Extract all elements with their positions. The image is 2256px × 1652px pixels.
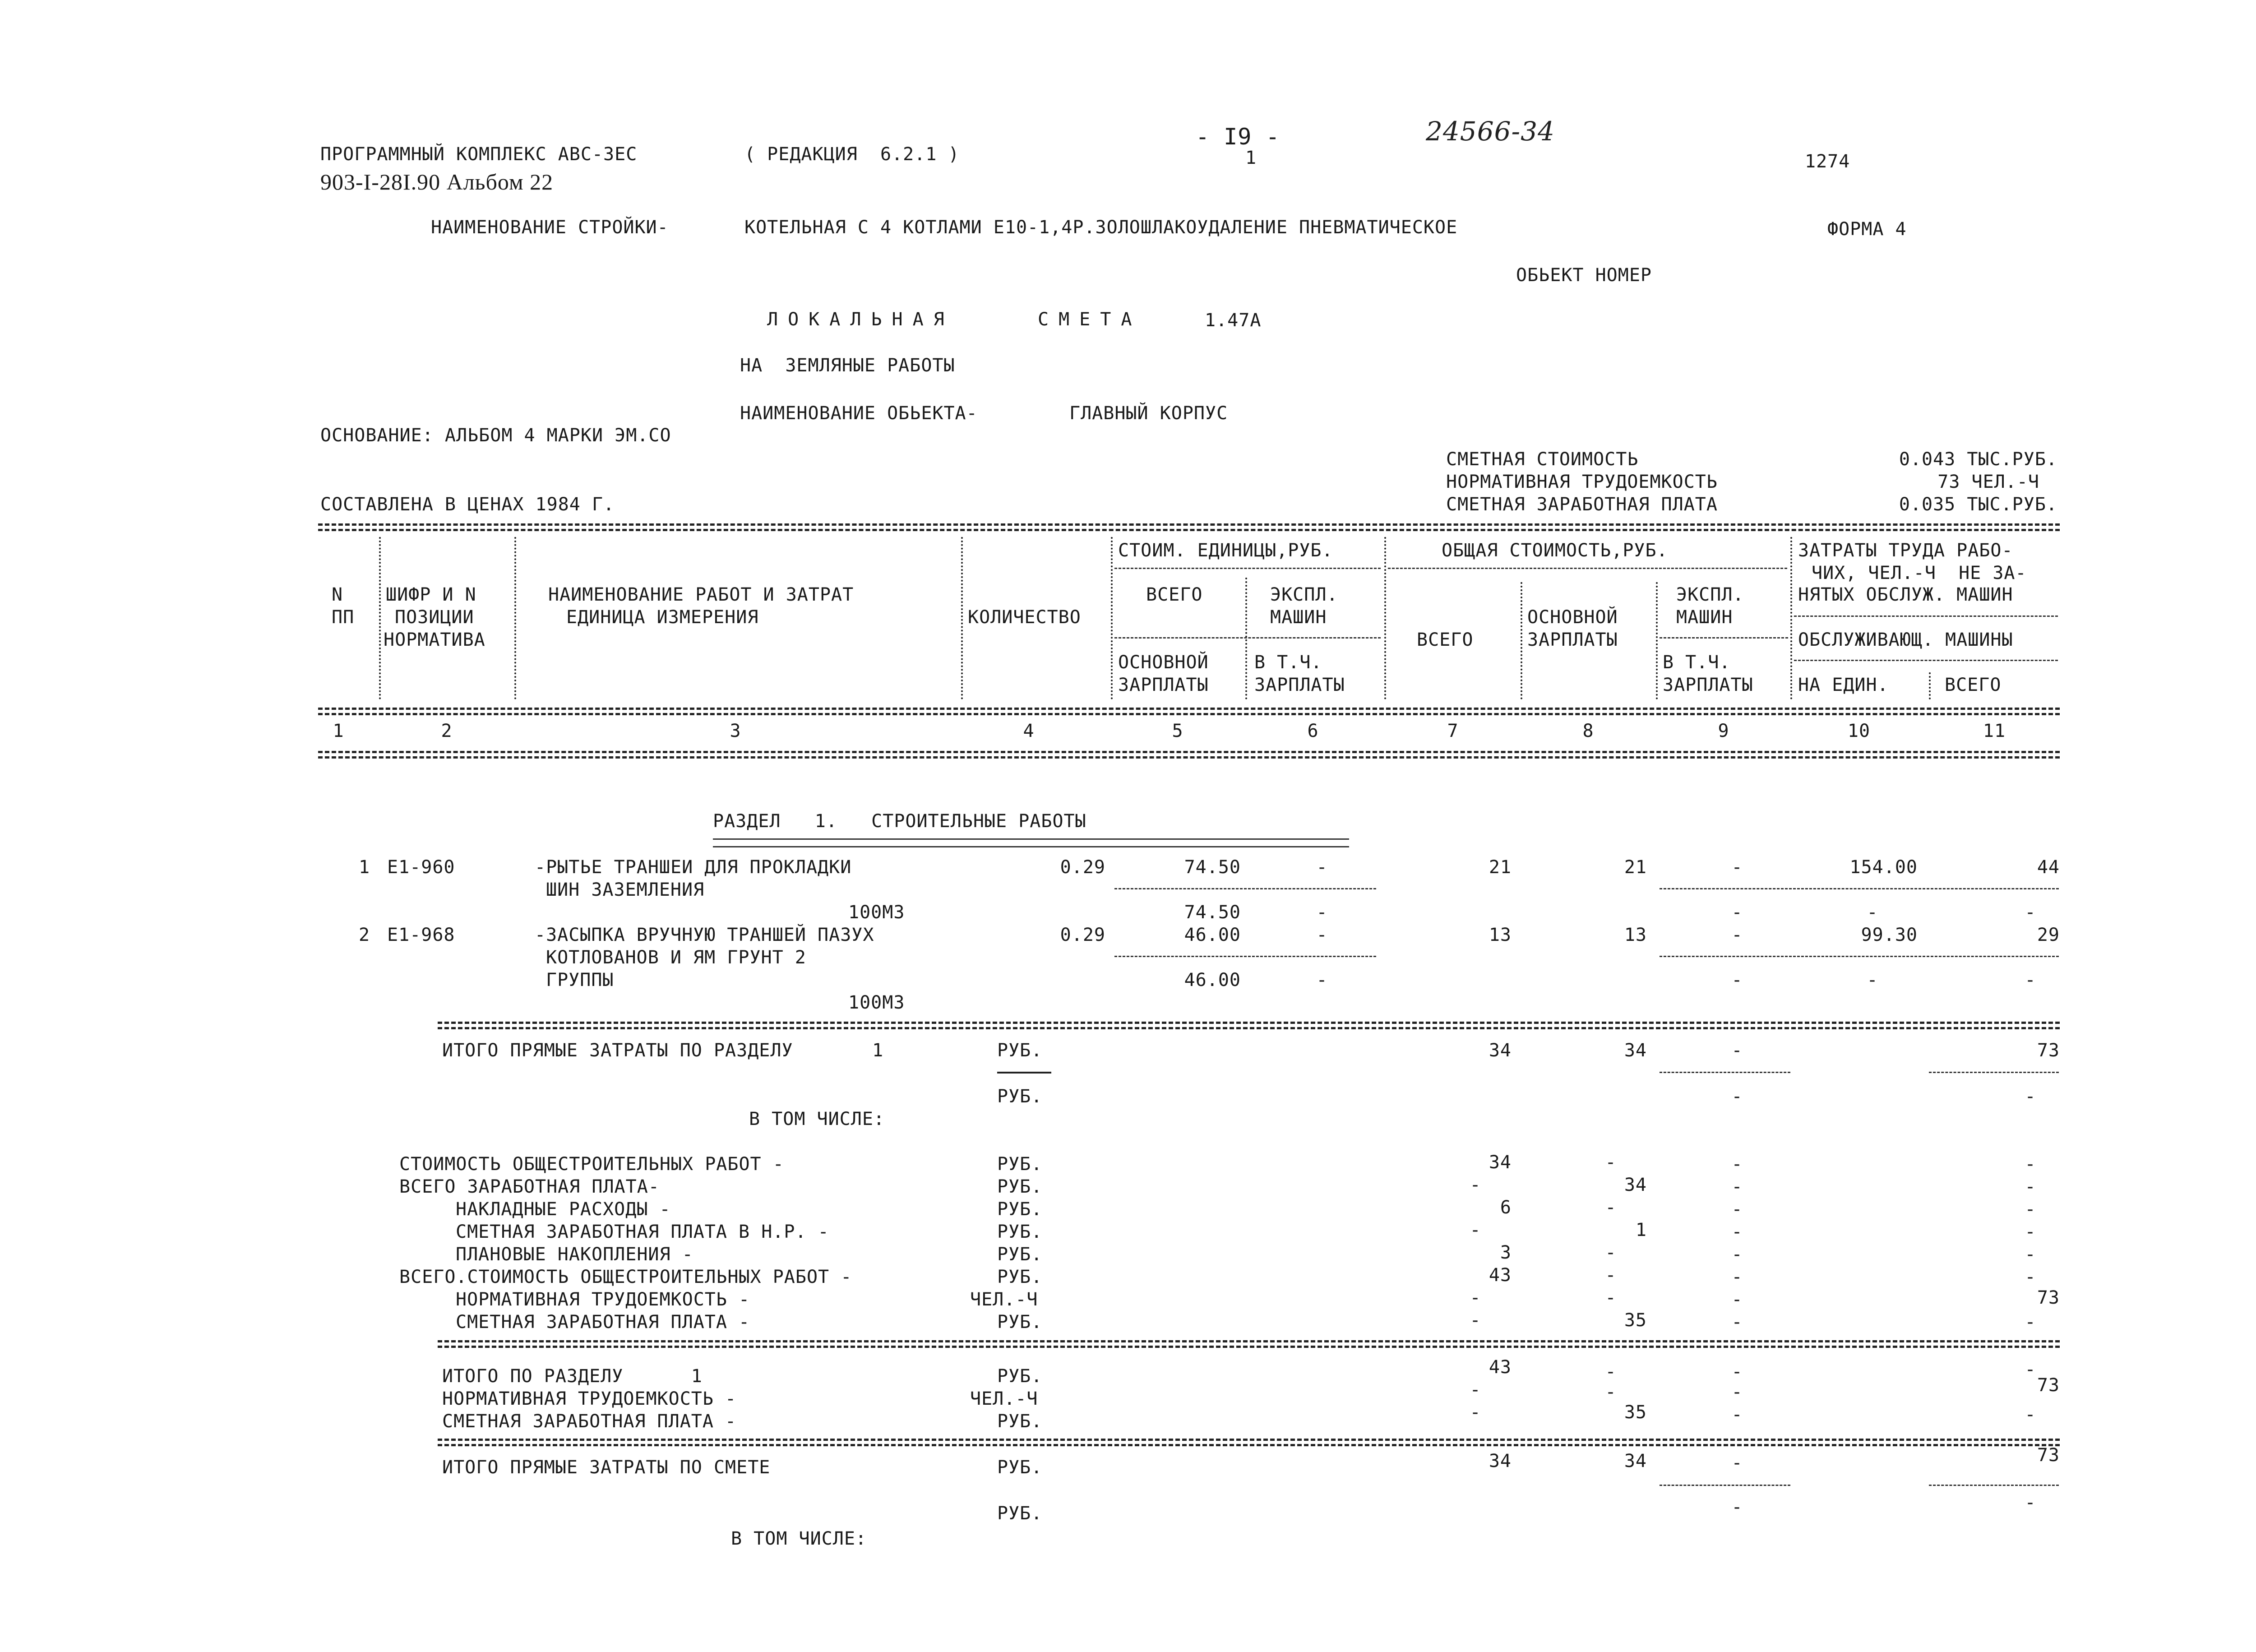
- section-total-base: -: [1605, 1361, 1617, 1382]
- item-code: Е1-968: [387, 925, 455, 945]
- th-total-all: ВСЕГО: [1417, 629, 1474, 650]
- breakdown-labor: -: [2025, 1312, 2036, 1333]
- th-rule: [1114, 568, 1381, 569]
- header-rule-2: [318, 713, 2060, 715]
- row-rule: [1660, 1072, 1790, 1073]
- section-total-total: -: [1470, 1379, 1481, 1400]
- th-unit-base-b: ЗАРПЛАТЫ: [1118, 675, 1209, 695]
- item-name-line: ШИН ЗАЗЕМЛЕНИЯ: [546, 879, 705, 900]
- column-number: 2: [441, 721, 453, 741]
- col-divider: [1929, 672, 1931, 699]
- item-machine: -: [1731, 925, 1743, 945]
- th-rule: [1388, 568, 1787, 569]
- document-subtitle: НА ЗЕМЛЯНЫЕ РАБОТЫ: [740, 355, 955, 376]
- th-labor-unit: НА ЕДИН.: [1798, 675, 1889, 695]
- item-unit-mach: -: [1316, 857, 1328, 878]
- object-label: НАИМЕНОВАНИЕ ОБЬЕКТА-: [740, 403, 978, 424]
- breakdown-total: -: [1470, 1310, 1481, 1331]
- column-number: 4: [1023, 721, 1035, 741]
- breakdown-labor: 73: [2037, 1287, 2060, 1308]
- section-total-rule-2: [438, 1027, 2060, 1029]
- program-edition: ( РЕДАКЦИЯ 6.2.1 ): [744, 144, 960, 165]
- breakdown-unit: РУБ.: [997, 1244, 1043, 1265]
- section-total-labor: -: [2025, 1404, 2036, 1425]
- th-quantity: КОЛИЧЕСТВО: [968, 607, 1081, 628]
- unit-rule: [997, 1072, 1051, 1074]
- breakdown-mach: -: [1731, 1312, 1743, 1333]
- th-total-mach-b: МАШИН: [1676, 607, 1733, 628]
- breakdown-mach: -: [1731, 1244, 1743, 1265]
- handwritten-code: 24566-34: [1426, 116, 1555, 147]
- document-title-word1: ЛОКАЛЬНАЯ: [767, 309, 954, 330]
- summary-wage-value: 0.035 ТЫС.РУБ.: [1899, 494, 2057, 515]
- column-number: 3: [730, 721, 741, 741]
- th-num-b: ПП: [332, 607, 355, 628]
- direct-section-base: 34: [1624, 1040, 1647, 1061]
- summary-wage-label: СМЕТНАЯ ЗАРАБОТНАЯ ПЛАТА: [1446, 494, 1718, 515]
- item-base-wage: 21: [1624, 857, 1647, 878]
- item-labor-total: 29: [2037, 925, 2060, 945]
- item-serv-unit: -: [1867, 970, 1878, 990]
- section-total-rule: [438, 1340, 2060, 1342]
- th-rule: [1660, 637, 1788, 639]
- col-divider: [1245, 578, 1247, 699]
- th-rule: [1794, 660, 2058, 661]
- breakdown-total: -: [1470, 1220, 1481, 1240]
- item-unit-base: 74.50: [1184, 902, 1241, 923]
- column-number: 6: [1307, 721, 1319, 741]
- th-unit-mach-b: МАШИН: [1270, 607, 1327, 628]
- item-number: 2: [359, 925, 370, 945]
- row-rule: [1929, 1485, 2059, 1486]
- column-number: 11: [1983, 721, 2006, 741]
- row-rule: [1660, 956, 2059, 957]
- col-divider: [961, 537, 963, 699]
- section-total-unit: РУБ.: [997, 1366, 1043, 1387]
- breakdown-label: СМЕТНАЯ ЗАРАБОТНАЯ ПЛАТА -: [456, 1312, 750, 1333]
- item-serv-total: -: [2025, 902, 2036, 923]
- col-divider: [1111, 537, 1113, 699]
- col-divider: [514, 537, 516, 699]
- construction-name: КОТЕЛЬНАЯ С 4 КОТЛАМИ Е10-1,4Р.ЗОЛОШЛАКОУДАЛЕНИЕ ПНЕВМАТИЧЕСКОЕ: [744, 217, 1458, 238]
- breakdown-unit: РУБ.: [997, 1154, 1043, 1175]
- item-name-line: -РЫТЬЕ ТРАНШЕИ ДЛЯ ПРОКЛАДКИ: [535, 857, 852, 878]
- breakdown-total: 43: [1489, 1265, 1512, 1286]
- direct-section-total: 34: [1489, 1040, 1512, 1061]
- item-machine-wage: -: [1731, 970, 1743, 990]
- th-labor-total: ВСЕГО: [1945, 675, 2002, 695]
- th-unit-incl-b: ЗАРПЛАТЫ: [1254, 675, 1345, 695]
- column-number: 7: [1447, 721, 1459, 741]
- th-code-c: НОРМАТИВА: [384, 629, 485, 650]
- row-rule: [1114, 888, 1376, 889]
- section-total-labor: 73: [2037, 1375, 2060, 1396]
- estimate-total-rule-2: [438, 1444, 2060, 1446]
- item-name-line: КОТЛОВАНОВ И ЯМ ГРУНТ 2: [546, 947, 806, 968]
- item-quantity: 0.29: [1060, 857, 1105, 878]
- breakdown-base: 35: [1624, 1310, 1647, 1331]
- th-rule: [1114, 637, 1381, 639]
- item-machine: -: [1731, 857, 1743, 878]
- breakdown-base: -: [1605, 1287, 1617, 1308]
- th-num-a: N: [332, 584, 343, 605]
- row-rule: [1114, 956, 1376, 957]
- column-number: 5: [1172, 721, 1183, 741]
- direct-estimate-mach-2: -: [1731, 1497, 1743, 1518]
- item-total: 13: [1489, 925, 1512, 945]
- breakdown-unit: ЧЕЛ.-Ч: [970, 1289, 1038, 1310]
- th-labor-a: ЗАТРАТЫ ТРУДА РАБО-: [1798, 540, 2013, 561]
- th-name-b: ЕДИНИЦА ИЗМЕРЕНИЯ: [566, 607, 759, 628]
- breakdown-labor: -: [2025, 1222, 2036, 1242]
- breakdown-unit: РУБ.: [997, 1267, 1043, 1287]
- item-machine-wage: -: [1731, 902, 1743, 923]
- col-divider: [1790, 537, 1792, 699]
- direct-section-unit-2: РУБ.: [997, 1086, 1043, 1107]
- breakdown-mach: -: [1731, 1289, 1743, 1310]
- row-rule: [1660, 1485, 1790, 1486]
- breakdown-mach: -: [1731, 1154, 1743, 1175]
- column-number: 10: [1847, 721, 1871, 741]
- breakdown-base: -: [1605, 1197, 1617, 1218]
- item-unit-mach: -: [1316, 925, 1328, 945]
- th-rule: [1794, 615, 2058, 617]
- breakdown-label: ВСЕГО.СТОИМОСТЬ ОБЩЕСТРОИТЕЛЬНЫХ РАБОТ -: [399, 1267, 852, 1287]
- breakdown-mach: -: [1731, 1222, 1743, 1242]
- table-top-rule-2: [318, 529, 2060, 531]
- section-total-mach: -: [1731, 1404, 1743, 1425]
- section-total-mach: -: [1731, 1361, 1743, 1382]
- breakdown-unit: РУБ.: [997, 1312, 1043, 1333]
- estimate-basis: ОСНОВАНИЕ: АЛЬБОМ 4 МАРКИ ЭМ.СО: [320, 425, 671, 446]
- breakdown-unit: РУБ.: [997, 1176, 1043, 1197]
- item-unit: 100М3: [848, 902, 905, 923]
- direct-estimate-unit: РУБ.: [997, 1457, 1043, 1478]
- page-sub: 1: [1245, 148, 1257, 168]
- breakdown-label: НАКЛАДНЫЕ РАСХОДЫ -: [456, 1199, 671, 1220]
- breakdown-total: 34: [1489, 1152, 1512, 1173]
- th-code-b: ПОЗИЦИИ: [395, 607, 474, 628]
- document-title-number: 1.47А: [1205, 310, 1262, 331]
- section-total-unit: РУБ.: [997, 1411, 1043, 1432]
- direct-section-labor-2: -: [2025, 1086, 2036, 1107]
- table-top-rule: [318, 523, 2060, 526]
- section-title-underline: [713, 838, 1349, 847]
- breakdown-total: 3: [1500, 1242, 1512, 1263]
- section-total-label: НОРМАТИВНАЯ ТРУДОЕМКОСТЬ -: [442, 1388, 737, 1409]
- th-name-a: НАИМЕНОВАНИЕ РАБОТ И ЗАТРАТ: [548, 584, 854, 605]
- breakdown-mach: -: [1731, 1267, 1743, 1287]
- form-number: ФОРМА 4: [1827, 219, 1907, 240]
- column-number: 9: [1718, 721, 1729, 741]
- breakdown-labor: -: [2025, 1199, 2036, 1220]
- breakdown-labor: -: [2025, 1267, 2036, 1287]
- direct-section-unit: РУБ.: [997, 1040, 1043, 1061]
- direct-estimate-labor: 73: [2037, 1445, 2060, 1466]
- breakdown-total: 6: [1500, 1197, 1512, 1218]
- col-divider: [1384, 537, 1386, 699]
- col-divider: [1521, 582, 1522, 699]
- breakdown-label: ПЛАНОВЫЕ НАКОПЛЕНИЯ -: [456, 1244, 693, 1265]
- th-total-mach-a: ЭКСПЛ.: [1676, 584, 1744, 605]
- breakdown-unit: РУБ.: [997, 1222, 1043, 1242]
- item-quantity: 0.29: [1060, 925, 1105, 945]
- item-unit-total: 46.00: [1184, 925, 1241, 945]
- th-code-a: ШИФР И N: [386, 584, 476, 605]
- item-unit-total: 74.50: [1184, 857, 1241, 878]
- breakdown-labor: -: [2025, 1154, 2036, 1175]
- including-label: В ТОМ ЧИСЛЕ:: [749, 1109, 885, 1129]
- column-number-rule: [318, 751, 2060, 753]
- section-total-unit: ЧЕЛ.-Ч: [970, 1388, 1038, 1409]
- item-unit: 100М3: [848, 992, 905, 1013]
- estimate-total-rule: [438, 1439, 2060, 1441]
- album-reference: 903-I-28I.90 Альбом 22: [320, 169, 554, 194]
- section-total-rule: [438, 1022, 2060, 1024]
- th-total-cost: ОБЩАЯ СТОИМОСТЬ,РУБ.: [1442, 540, 1668, 561]
- item-base-wage: 13: [1624, 925, 1647, 945]
- breakdown-label: СТОИМОСТЬ ОБЩЕСТРОИТЕЛЬНЫХ РАБОТ -: [399, 1154, 784, 1175]
- col-divider: [379, 537, 381, 699]
- th-labor-serv: ОБСЛУЖИВАЮЩ. МАШИНЫ: [1798, 629, 2013, 650]
- direct-section-label: ИТОГО ПРЯМЫЕ ЗАТРАТЫ ПО РАЗДЕЛУ 1: [442, 1040, 884, 1061]
- including-label: В ТОМ ЧИСЛЕ:: [731, 1528, 867, 1549]
- th-total-base-b: ЗАРПЛАТЫ: [1527, 629, 1618, 650]
- summary-cost-label: СМЕТНАЯ СТОИМОСТЬ: [1446, 449, 1639, 470]
- item-serv-unit: -: [1867, 902, 1878, 923]
- breakdown-total: -: [1470, 1287, 1481, 1308]
- breakdown-labor: -: [2025, 1176, 2036, 1197]
- breakdown-base: -: [1605, 1265, 1617, 1286]
- th-total-incl-b: ЗАРПЛАТЫ: [1663, 675, 1753, 695]
- price-basis: СОСТАВЛЕНА В ЦЕНАХ 1984 Г.: [320, 494, 615, 515]
- th-unit-mach-a: ЭКСПЛ.: [1270, 584, 1338, 605]
- breakdown-total: -: [1470, 1175, 1481, 1195]
- breakdown-unit: РУБ.: [997, 1199, 1043, 1220]
- breakdown-label: СМЕТНАЯ ЗАРАБОТНАЯ ПЛАТА В Н.Р. -: [456, 1222, 829, 1242]
- item-labor-unit: 154.00: [1849, 857, 1918, 878]
- item-labor-unit: 99.30: [1861, 925, 1918, 945]
- section-total-base: -: [1605, 1382, 1617, 1402]
- object-name: ГЛАВНЫЙ КОРПУС: [1069, 403, 1228, 424]
- item-unit-base: 46.00: [1184, 970, 1241, 990]
- construction-label: НАИМЕНОВАНИЕ СТРОЙКИ-: [431, 217, 669, 238]
- document-title-word2: СМЕТА: [1038, 309, 1142, 330]
- item-name-line: ГРУППЫ: [546, 970, 614, 990]
- row-rule: [1929, 1072, 2059, 1073]
- th-labor-b: ЧИХ, ЧЕЛ.-Ч НЕ ЗА-: [1812, 563, 2027, 583]
- page-mark: - I9 -: [1196, 124, 1280, 150]
- breakdown-base: -: [1605, 1152, 1617, 1173]
- breakdown-label: ВСЕГО ЗАРАБОТНАЯ ПЛАТА-: [399, 1176, 660, 1197]
- direct-estimate-labor-2: -: [2025, 1492, 2036, 1513]
- breakdown-label: НОРМАТИВНАЯ ТРУДОЕМКОСТЬ -: [456, 1289, 750, 1310]
- direct-section-labor: 73: [2037, 1040, 2060, 1061]
- section-total-total: 43: [1489, 1357, 1512, 1378]
- section-total-total: -: [1470, 1402, 1481, 1423]
- item-name-line: -ЗАСЫПКА ВРУЧНУЮ ТРАНШЕЙ ПАЗУХ: [535, 925, 874, 945]
- doc-number: 1274: [1805, 151, 1850, 172]
- direct-section-mach: -: [1731, 1040, 1743, 1061]
- direct-estimate-unit-2: РУБ.: [997, 1503, 1043, 1524]
- item-unit-incl: -: [1316, 970, 1328, 990]
- direct-section-mach-2: -: [1731, 1086, 1743, 1107]
- summary-labor-value: 73 ЧЕЛ.-Ч: [1937, 472, 2039, 492]
- section-title: РАЗДЕЛ 1. СТРОИТЕЛЬНЫЕ РАБОТЫ: [713, 811, 1086, 832]
- section-total-rule-2: [438, 1346, 2060, 1348]
- item-unit-incl: -: [1316, 902, 1328, 923]
- breakdown-labor: -: [2025, 1244, 2036, 1265]
- th-unit-cost: СТОИМ. ЕДИНИЦЫ,РУБ.: [1118, 540, 1333, 561]
- column-number-rule-2: [318, 756, 2060, 759]
- col-divider: [1656, 582, 1658, 699]
- program-name: ПРОГРАММНЫЙ КОМПЛЕКС АВС-3ЕС: [320, 144, 638, 165]
- header-rule: [318, 708, 2060, 710]
- item-total: 21: [1489, 857, 1512, 878]
- item-serv-total: -: [2025, 970, 2036, 990]
- th-total-incl-a: В Т.Ч.: [1663, 652, 1731, 673]
- row-rule: [1660, 888, 2059, 889]
- section-total-mach: -: [1731, 1382, 1743, 1402]
- th-unit-incl-a: В Т.Ч.: [1254, 652, 1322, 673]
- th-labor-c: НЯТЫХ ОБСЛУЖ. МАШИН: [1798, 584, 2013, 605]
- th-unit-total: ВСЕГО: [1146, 584, 1203, 605]
- section-total-label: СМЕТНАЯ ЗАРАБОТНАЯ ПЛАТА -: [442, 1411, 737, 1432]
- item-code: Е1-960: [387, 857, 455, 878]
- direct-estimate-base: 34: [1624, 1451, 1647, 1472]
- column-number: 1: [333, 721, 344, 741]
- item-number: 1: [359, 857, 370, 878]
- summary-labor-label: НОРМАТИВНАЯ ТРУДОЕМКОСТЬ: [1446, 472, 1718, 492]
- breakdown-mach: -: [1731, 1176, 1743, 1197]
- direct-estimate-label: ИТОГО ПРЯМЫЕ ЗАТРАТЫ ПО СМЕТЕ: [442, 1457, 771, 1478]
- breakdown-base: -: [1605, 1242, 1617, 1263]
- item-labor-total: 44: [2037, 857, 2060, 878]
- th-unit-base-a: ОСНОВНОЙ: [1118, 652, 1209, 673]
- th-total-base-a: ОСНОВНОЙ: [1527, 607, 1618, 628]
- section-total-label: ИТОГО ПО РАЗДЕЛУ 1: [442, 1366, 703, 1387]
- breakdown-mach: -: [1731, 1199, 1743, 1220]
- breakdown-base: 1: [1635, 1220, 1647, 1240]
- section-total-base: 35: [1624, 1402, 1647, 1423]
- object-number: ОБЬЕКТ НОМЕР: [1516, 265, 1652, 286]
- column-number: 8: [1582, 721, 1594, 741]
- direct-estimate-total: 34: [1489, 1451, 1512, 1472]
- section-total-labor: -: [2025, 1359, 2036, 1380]
- breakdown-base: 34: [1624, 1175, 1647, 1195]
- direct-estimate-mach: -: [1731, 1453, 1743, 1473]
- summary-cost-value: 0.043 ТЫС.РУБ.: [1899, 449, 2057, 470]
